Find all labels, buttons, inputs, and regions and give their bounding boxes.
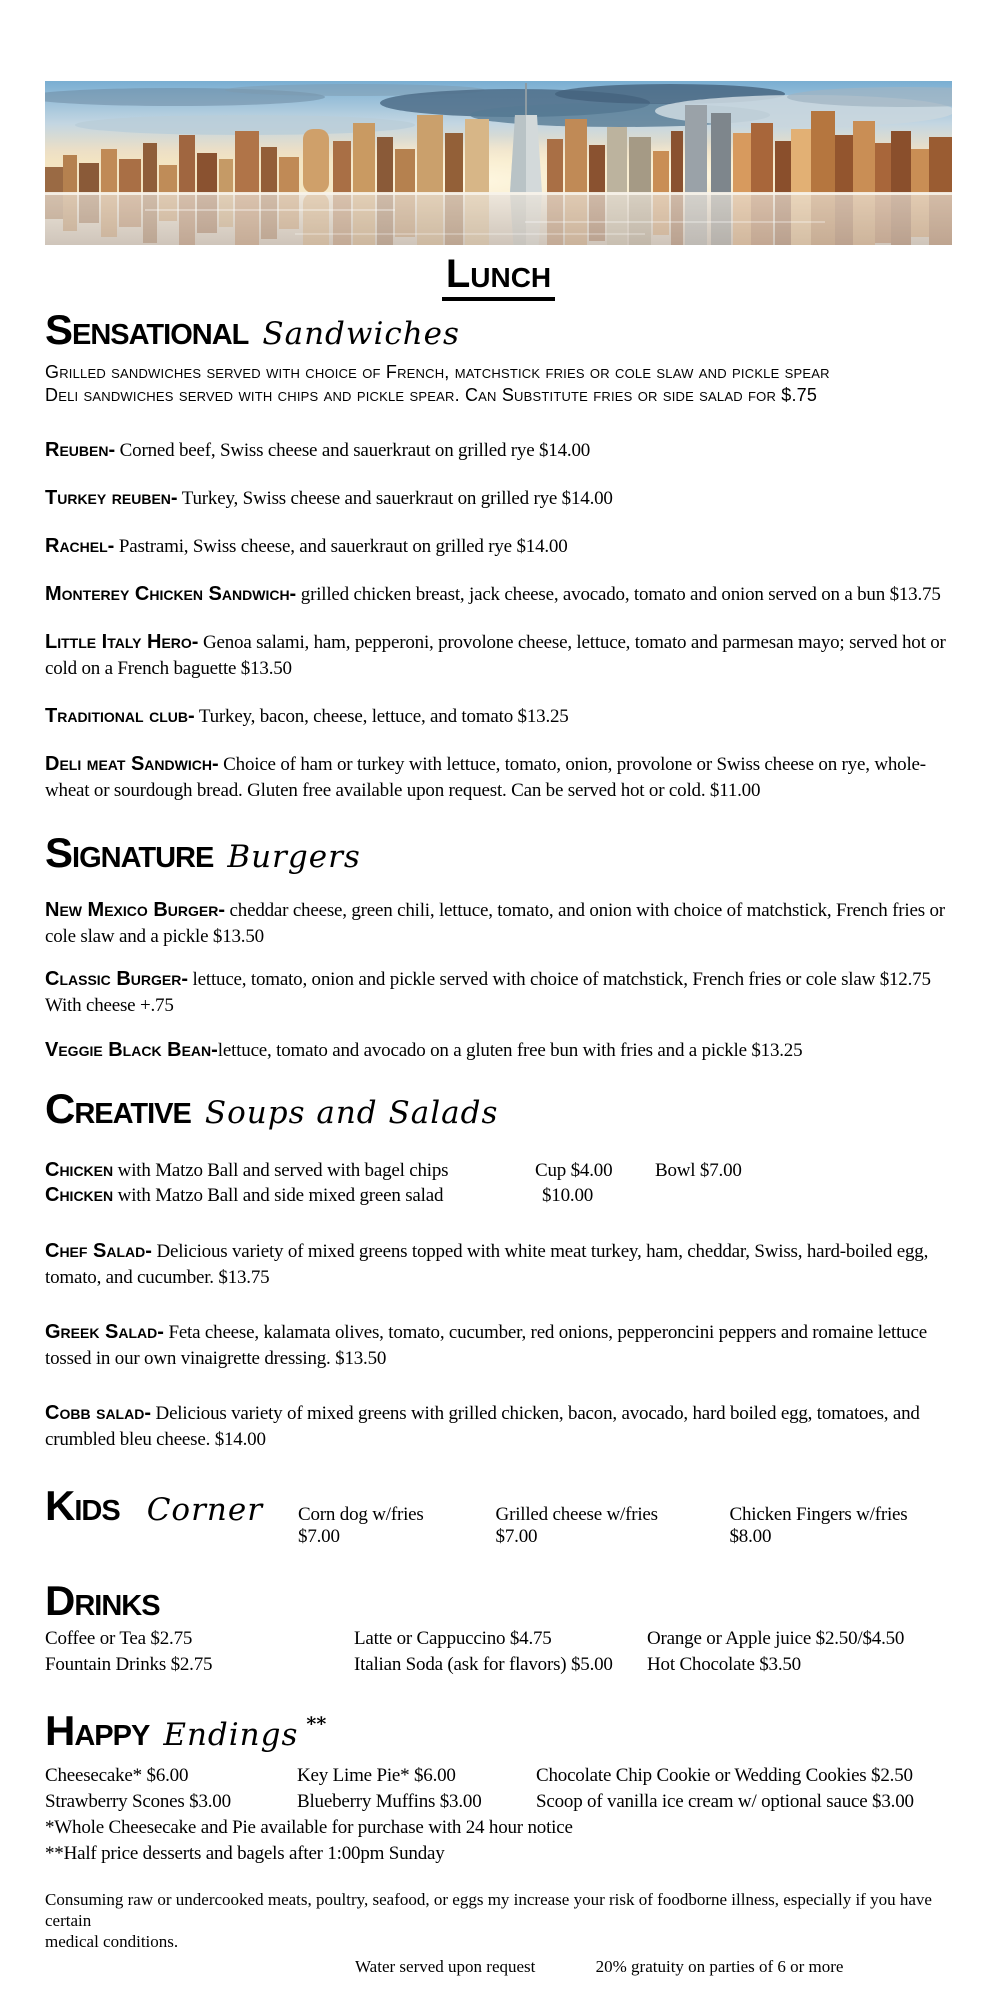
item-desc: grilled chicken breast, jack cheese, avocado, tomato and onion served on a bun $13.75 — [296, 583, 941, 605]
intro-line-1: Grilled sandwiches served with choice of French, matchstick fries or cole slaw and pickle spear — [45, 361, 830, 382]
title-row — [45, 253, 952, 301]
soup-row-chicken-green-salad — [45, 1183, 952, 1208]
soup-row-chicken-bagel-chips — [45, 1158, 952, 1183]
disclaimer-line-1: Consuming raw or undercooked meats, poultry, seafood, or eggs my increase your risk of foodborne illness, especially if you have certain — [45, 1889, 932, 1930]
menu-item-traditional-club — [45, 703, 952, 730]
heading-script: Soups and Salads — [204, 1094, 499, 1131]
health-disclaimer — [45, 1889, 952, 1952]
menu-item-classic-burger — [45, 966, 952, 1019]
drink-fountain: Fountain Drinks $2.75 — [45, 1653, 213, 1675]
item-desc: Turkey, bacon, cheese, lettuce, and tomato $13.25 — [194, 705, 569, 727]
heading-main: Kids — [45, 1482, 120, 1530]
item-name: Reuben- — [45, 438, 116, 461]
heading-script: Burgers — [227, 838, 361, 875]
kids-item-chicken-fingers: Chicken Fingers w/fries $8.00 — [729, 1504, 908, 1548]
menu-item-deli-meat — [45, 751, 952, 804]
drinks-grid — [45, 1626, 952, 1678]
heading-script: Sandwiches — [262, 316, 460, 353]
menu-item-veggie-black-bean — [45, 1037, 952, 1064]
intro-line-2: Deli sandwiches served with chips and pickle spear. Can Substitute fries or side salad for $.75 — [45, 384, 818, 405]
item-desc: Delicious variety of mixed greens with grilled chicken, bacon, avocado, hard boiled egg, tomatoes, and crumbled bleu cheese. $14.00 — [45, 1403, 920, 1451]
item-desc: Choice of ham or turkey with lettuce, tomato, onion, provolone or Swiss cheese on rye, whole-wheat or sourdough bread. Gluten free available upon request. Can be served hot or cold. $11.00 — [45, 753, 926, 801]
item-name: Turkey reuben- — [45, 486, 178, 509]
heading-main: Creative — [45, 1084, 191, 1132]
section-heading-burgers — [45, 830, 952, 875]
menu-item-greek-salad — [45, 1319, 952, 1372]
item-name: New Mexico Burger- — [45, 898, 225, 921]
item-desc: Delicious variety of mixed greens topped with white meat turkey, ham, cheddar, Swiss, hard-boiled egg, tomato, and cucumber. $13.75 — [45, 1241, 929, 1289]
item-name: Rachel- — [45, 534, 115, 557]
dessert-ice-cream: Scoop of vanilla ice cream w/ optional sauce $3.00 — [536, 1790, 914, 1812]
gratuity-note: 20% gratuity on parties of 6 or more — [595, 1956, 844, 1976]
menu-item-new-mexico-burger — [45, 897, 952, 950]
drink-coffee-tea: Coffee or Tea $2.75 — [45, 1627, 193, 1649]
item-desc: lettuce, tomato, onion and pickle served with choice of matchstick, French fries or cole slaw $12.75 With cheese +.75 — [45, 968, 936, 1016]
dessert-key-lime-pie: Key Lime Pie* $6.00 — [297, 1764, 456, 1786]
item-desc: lettuce, tomato and avocado on a gluten free bun with fries and a pickle $13.25 — [217, 1039, 803, 1061]
dessert-cheesecake: Cheesecake* $6.00 — [45, 1764, 189, 1786]
heading-main: Drinks — [45, 1577, 160, 1625]
heading-main: Signature — [45, 828, 214, 876]
menu-item-chef-salad — [45, 1238, 952, 1291]
menu-item-turkey-reuben — [45, 485, 952, 512]
heading-main: Sensational — [45, 306, 249, 354]
drink-italian-soda: Italian Soda (ask for flavors) $5.00 — [354, 1653, 613, 1675]
item-desc: Pastrami, Swiss cheese, and sauerkraut on grilled rye $14.00 — [114, 535, 568, 557]
item-name: Greek Salad- — [45, 1321, 164, 1344]
item-name: Traditional club- — [45, 704, 195, 727]
item-name: Little Italy Hero- — [45, 630, 199, 653]
drink-latte-cappuccino: Latte or Cappuccino $4.75 — [354, 1627, 552, 1649]
disclaimer-line-2: medical conditions. — [45, 1931, 179, 1951]
sandwich-intro — [45, 361, 952, 407]
section-heading-drinks — [45, 1578, 952, 1623]
skyline-photo — [45, 81, 952, 245]
menu-item-rachel — [45, 533, 952, 560]
soup-price-cup: Cup $4.00 — [535, 1160, 613, 1182]
menu-item-monterey-chicken — [45, 581, 952, 608]
kids-item-corn-dog: Corn dog w/fries $7.00 — [298, 1504, 424, 1548]
item-name: Classic Burger- — [45, 967, 188, 990]
item-name: Monterey Chicken Sandwich- — [45, 582, 297, 605]
item-name: Cobb salad- — [45, 1402, 151, 1425]
heading-superscript: ** — [306, 1712, 327, 1735]
drink-orange-apple-juice: Orange or Apple juice $2.50/$4.50 — [647, 1627, 905, 1649]
heading-script: Endings — [163, 1716, 299, 1753]
item-desc: with Matzo Ball and side mixed green salad — [113, 1185, 444, 1207]
item-desc: Turkey, Swiss cheese and sauerkraut on grilled rye $14.00 — [177, 487, 613, 509]
menu-item-reuben — [45, 437, 952, 464]
item-name: Deli meat Sandwich- — [45, 752, 219, 775]
footer-notes — [45, 1956, 952, 1977]
item-name: Chicken — [45, 1184, 114, 1207]
section-heading-desserts — [45, 1708, 952, 1753]
section-heading-sandwiches — [45, 307, 952, 352]
soup-price-bowl: Bowl $7.00 — [655, 1160, 742, 1182]
item-desc: with Matzo Ball and served with bagel chips — [113, 1160, 449, 1182]
menu-item-cobb-salad — [45, 1400, 952, 1453]
desserts-grid — [45, 1763, 952, 1815]
kids-item-grilled-cheese: Grilled cheese w/fries $7.00 — [495, 1504, 658, 1548]
menu-item-little-italy-hero — [45, 629, 952, 682]
section-heading-kids — [45, 1483, 952, 1548]
item-name: Chef Salad- — [45, 1240, 152, 1263]
water-note: Water served upon request — [355, 1956, 536, 1976]
item-desc: cheddar cheese, green chili, lettuce, tomato, and onion with choice of matchstick, French fries or cole slaw and a pickle $13.50 — [45, 899, 945, 947]
page-title: Lunch — [442, 253, 555, 301]
item-name: Veggie Black Bean- — [45, 1038, 218, 1061]
section-heading-soups-salads — [45, 1086, 952, 1131]
soup-price: $10.00 — [542, 1185, 594, 1207]
dessert-cookies: Chocolate Chip Cookie or Wedding Cookies $2.50 — [536, 1764, 913, 1786]
dessert-note-whole-cheesecake: *Whole Cheesecake and Pie available for purchase with 24 hour notice — [45, 1816, 573, 1838]
item-desc: Corned beef, Swiss cheese and sauerkraut on grilled rye $14.00 — [115, 439, 591, 461]
dessert-strawberry-scones: Strawberry Scones $3.00 — [45, 1790, 231, 1812]
item-desc: Feta cheese, kalamata olives, tomato, cucumber, red onions, pepperoncini peppers and romaine lettuce tossed in our own vinaigrette dressing. $13.50 — [45, 1322, 927, 1370]
item-desc: Genoa salami, ham, pepperoni, provolone cheese, lettuce, tomato and parmesan mayo; served hot or cold on a French baguette $13.50 — [45, 631, 946, 679]
drink-hot-chocolate: Hot Chocolate $3.50 — [647, 1653, 801, 1675]
heading-main: Happy — [45, 1706, 150, 1754]
dessert-note-half-price: **Half price desserts and bagels after 1:00pm Sunday — [45, 1842, 445, 1864]
heading-script: Corner — [146, 1492, 264, 1529]
item-name: Chicken — [45, 1159, 114, 1182]
dessert-blueberry-muffins: Blueberry Muffins $3.00 — [297, 1790, 482, 1812]
